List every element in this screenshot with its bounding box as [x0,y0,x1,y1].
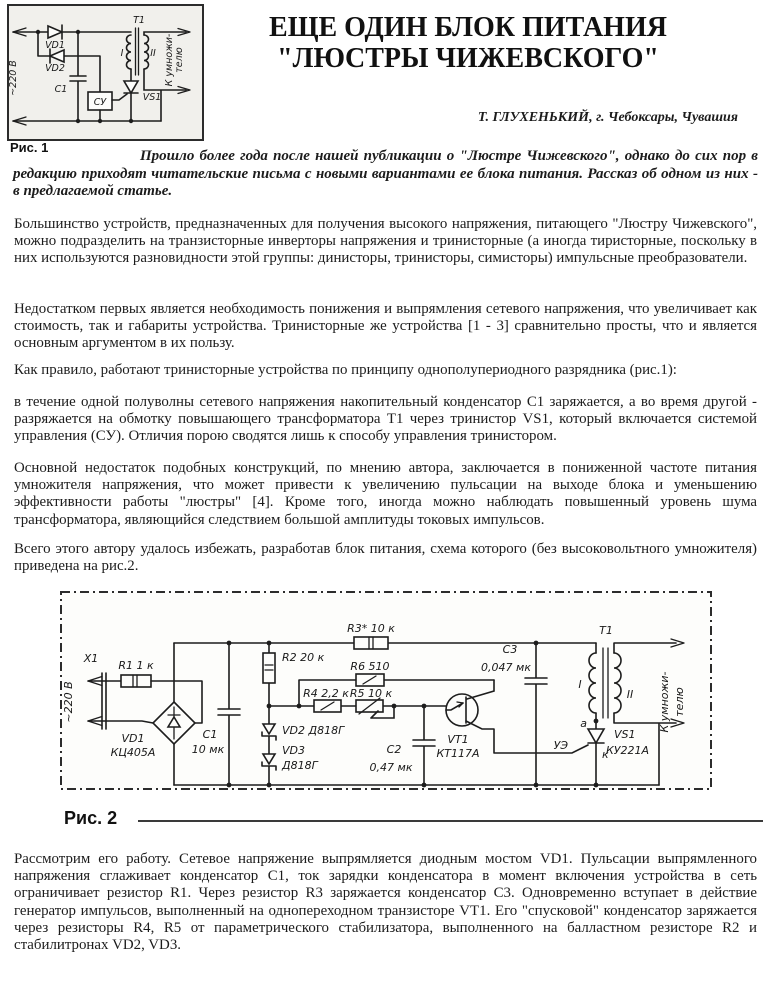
fig1-label-winding1: I [120,48,124,59]
paragraph-7: Рассмотрим его работу. Сетевое напряжение выпрямляется диодным мостом VD1. Пульсации выпрямленного напряжения сглаживает конденсатор C1, ток зарядки конденсатора в момент включения устройства в сеть ограничивает резистор R1. Через резистор R3 заряжается конденсатор C3. Одновременно вступает в действие генератор импульсов, выполненный на однопереходном транзисторе VT1. Его "спусковой" конденсатор заряжается через резисторы R4, R5 от параметрического стабилизатора, выполненного на балластном резисторе R2 и стабилитронах VD2, VD3. [14,851,757,954]
paragraph-2: Недостатком первых является необходимость понижения и выпрямления сетевого напряжения, что увеличивает как стоимость, так и габариты устройства. Тринисторные же устройства [1 - 3] сравнительно просты, что и является основным аргументом в их пользу. [14,301,757,352]
title-line-1: ЕЩЕ ОДИН БЛОК ПИТАНИЯ [269,12,667,43]
fig2-label-winding2: II [626,688,634,701]
figure-2-caption: Рис. 2 [64,808,118,828]
paragraph-4: в течение одной полуволны сетевого напряжения накопительный конденсатор C1 заряжается, а во время другой - разряжается на обмотку повышающего трансформатора T1 через тринистор VS1, который включается системой управления (СУ). Отличия порою сводятся лишь к способу управления тринистором. [14,394,757,445]
fig1-label-vs1: VS1 [142,92,162,103]
figure-2-caption-rule [138,820,763,822]
fig2-label-c3-value: 0,047 мк [481,661,531,674]
paragraph-3: Как правило, работают тринисторные устройства по принципу однополупериодного разрядника (рис.1): [14,362,677,378]
fig2-label-r2: R2 20 к [282,651,325,664]
fig2-label-output-1: К умножи- [658,671,671,733]
fig2-label-c2-value: 0,47 мк [369,761,413,774]
fig2-label-c1-value: 10 мк [191,743,225,756]
figure-1-schematic [0,2,210,158]
fig2-label-vd1: VD1 [121,732,145,745]
figure-2-schematic [58,590,714,812]
fig2-label-c3: С3 [502,643,518,656]
title-line-2: "ЛЮСТРЫ ЧИЖЕВСКОГО" [277,43,659,74]
fig2-label-vd1-type: КЦ405А [110,746,156,759]
fig2-label-r3: R3* 10 к [347,622,395,635]
paragraph-1: Большинство устройств, предназначенных для получения высокого напряжения, питающего "Люстру Чижевского", можно подразделить на транзисторные инверторы напряжения и тринисторные (а иногда тиристорные, поскольку в них используются разновидности этой группы: динисторы, тринисторы, симисторы) импульсные преобразователи. [14,216,757,267]
fig2-label-c1: С1 [202,728,218,741]
fig2-label-x1: X1 [83,652,99,665]
fig2-label-r6: R6 510 [350,660,390,673]
fig1-label-winding2: II [150,48,156,59]
fig2-label-vt1-type: КТ117А [436,747,480,760]
fig1-label-vd1: VD1 [45,40,65,51]
fig1-label-c1: С1 [54,84,68,95]
fig2-label-c2: С2 [386,743,402,756]
fig1-label-vd2: VD2 [45,63,65,74]
lead-paragraph: Прошло более года после нашей публикации о "Люстре Чижевского", однако до сих пор в редакцию приходят читательские письма с новыми вариантами ее блока питания. Рассказ об одном из них - в предлагаемой статье. [13,148,758,200]
fig1-label-t1: Т1 [133,15,145,26]
author-byline: Т. ГЛУХЕНЬКИЙ, г. Чебоксары, Чувашия [477,110,738,125]
paragraph-5: Основной недостаток подобных конструкций, по мнению автора, заключается в пониженной частоте питания умножителя напряжения, что может привести к увеличению пульсации на выходе блока и уменьшению эффективности работы "люстры" [4]. Кроме того, иногда можно наблюдать повышенный уровень шума трансформатора, являющийся следствием большой амплитуды токовых импульсов. [14,460,757,528]
fig2-label-r5: R5 10 к [349,687,393,700]
fig1-label-output-2: телю [174,47,185,73]
article-title [212,12,724,74]
fig2-label-gate: УЭ [553,739,568,752]
fig2-label-r1: R1 1 к [118,659,154,672]
fig2-label-vd3: VD3 [282,744,305,757]
fig2-label-anode: а [580,717,587,730]
fig2-label-vs1-type: КУ221А [606,744,650,757]
fig2-label-vs1: VS1 [614,728,636,741]
fig2-label-r4: R4 2,2 к [303,687,349,700]
fig1-label-input-voltage: ~220 В [8,60,19,96]
fig1-label-su: СУ [93,97,107,108]
fig2-label-cathode: к [602,748,609,761]
fig1-label-output-1: К умножи- [164,33,175,87]
fig2-label-output-2: телю [673,687,686,717]
fig2-label-t1: Т1 [599,624,613,637]
figure-1-caption: Рис. 1 [10,140,49,155]
fig2-label-vd3-type: Д818Г [282,759,318,772]
fig2-label-winding1: I [578,678,582,691]
fig2-label-input-voltage: ~220 В [62,681,75,723]
paragraph-6: Всего этого автору удалось избежать, разработав блок питания, схема которого (без высоковольтного умножителя) приведена на рис.2. [14,541,757,575]
fig2-label-vt1: VT1 [447,733,469,746]
fig2-label-vd2: VD2 Д818Г [282,724,345,737]
